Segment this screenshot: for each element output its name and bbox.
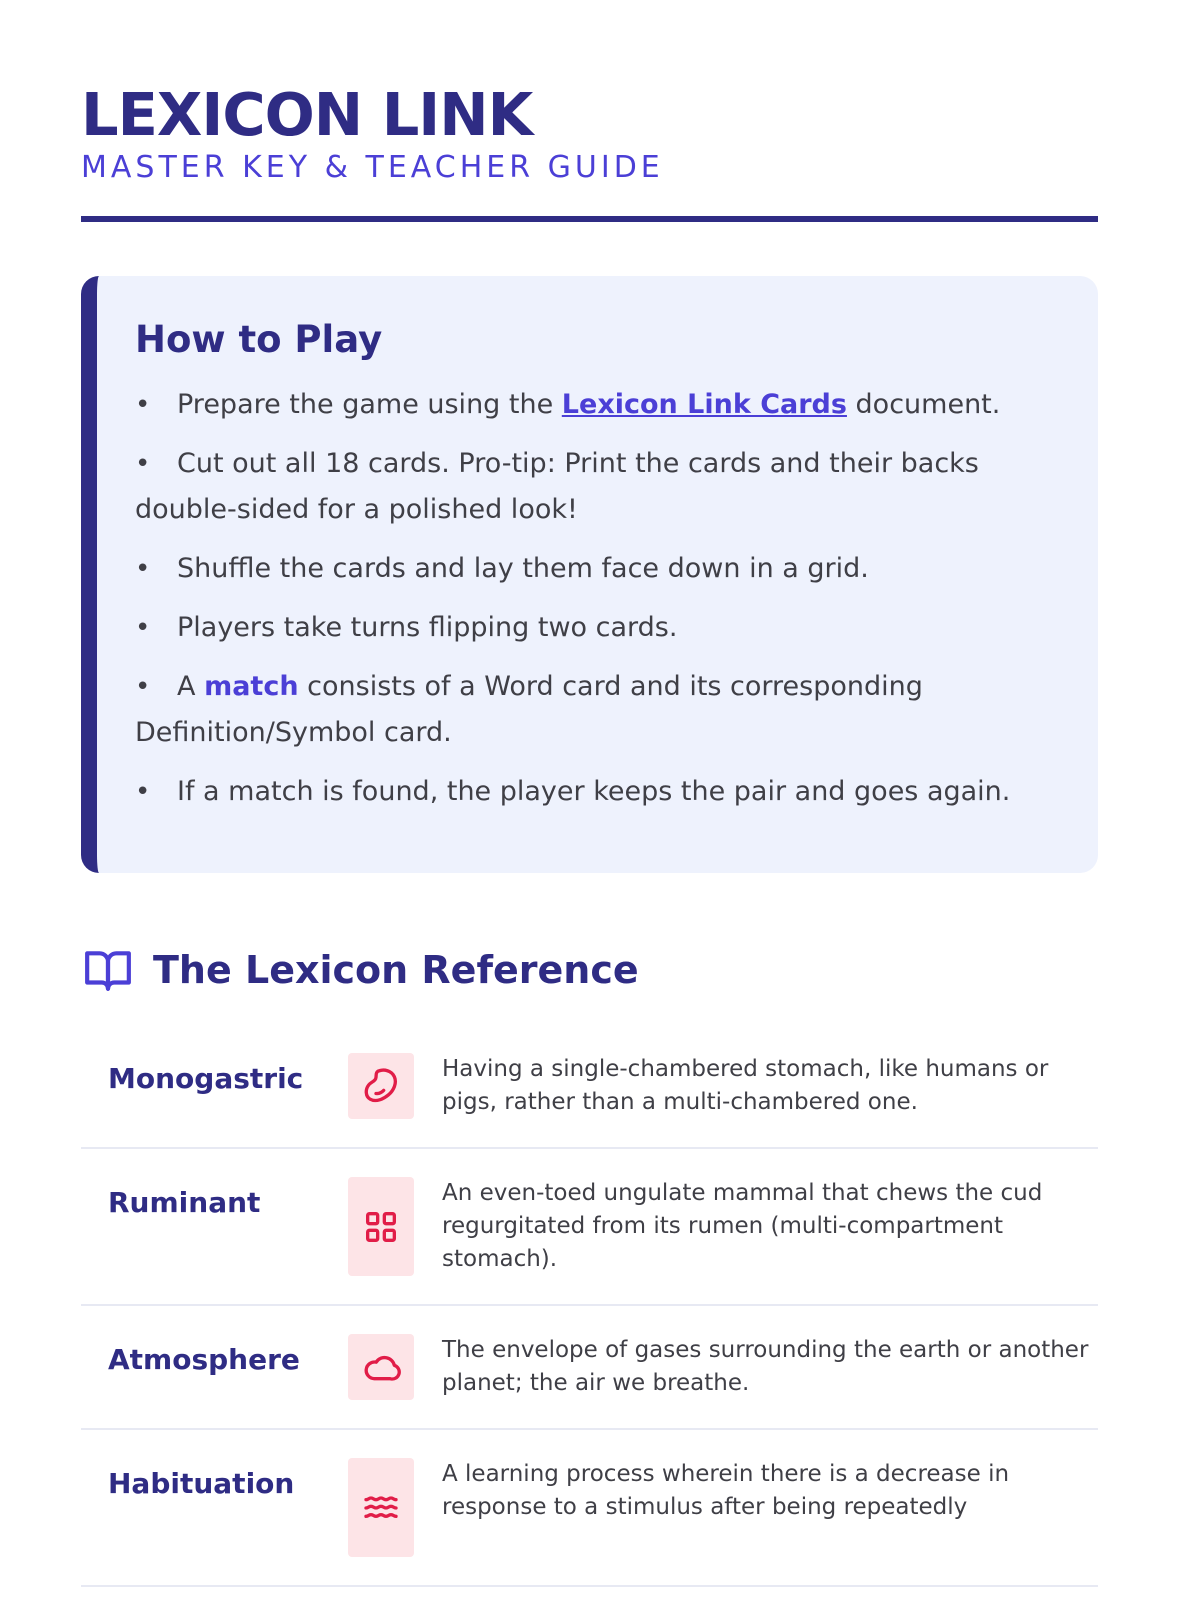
reference-row: [81, 1334, 1098, 1430]
lexicon-cards-link[interactable]: Lexicon Link Cards: [561, 389, 847, 420]
rule-text: Shuffle the cards and lay them face down in a grid.: [177, 553, 869, 584]
rule-text: document.: [846, 389, 1001, 420]
reference-list: [81, 1053, 1098, 1587]
reference-row: [81, 1177, 1098, 1306]
bullet: •: [135, 449, 151, 479]
rules-list: [135, 382, 1058, 815]
rule-text: Players take turns flipping two cards.: [177, 612, 678, 643]
rule-item: [135, 769, 1058, 815]
bean-icon: [361, 1066, 401, 1106]
rule-item: [135, 441, 1058, 533]
how-to-play-panel: [81, 276, 1098, 873]
reference-definition: An even-toed ungulate mammal that chews the cud regurgitated from its rumen (multi-compartment stomach).: [442, 1180, 1043, 1272]
rule-text: Prepare the game using the: [177, 389, 562, 420]
rule-item: [135, 664, 1058, 756]
waves-icon: [361, 1488, 401, 1528]
cloud-icon: [361, 1347, 401, 1387]
cloud-icon-tile: [348, 1334, 414, 1400]
reference-word: Ruminant: [108, 1186, 261, 1219]
reference-word: Monogastric: [108, 1062, 304, 1095]
page-title: LEXICON LINK: [81, 80, 533, 149]
book-open-icon: [81, 945, 135, 995]
page-subtitle: MASTER KEY & TEACHER GUIDE: [81, 150, 664, 185]
reference-word: Habituation: [108, 1467, 295, 1500]
bullet: •: [135, 672, 151, 702]
grid-icon: [361, 1207, 401, 1247]
grid-icon-tile: [348, 1177, 414, 1276]
match-emphasis: match: [204, 671, 299, 702]
bean-icon-tile: [348, 1053, 414, 1119]
bullet: •: [135, 554, 151, 584]
reference-definition: The envelope of gases surrounding the earth or another planet; the air we breathe.: [442, 1337, 1089, 1396]
rule-text: Cut out all 18 cards. Pro-tip: Print the cards and their backs double-sided for a polished look!: [135, 448, 979, 525]
bullet: •: [135, 613, 151, 643]
reference-row: [81, 1458, 1098, 1587]
rule-text: If a match is found, the player keeps the pair and goes again.: [177, 776, 1011, 807]
reference-word: Atmosphere: [108, 1343, 300, 1376]
reference-header: [81, 943, 1098, 997]
how-to-play-title: How to Play: [135, 318, 383, 361]
bullet: •: [135, 390, 151, 420]
reference-definition: A learning process wherein there is a decrease in response to a stimulus after being repeatedly: [442, 1461, 1010, 1520]
rule-text: A: [177, 671, 205, 702]
bullet: •: [135, 777, 151, 807]
reference-definition: Having a single-chambered stomach, like humans or pigs, rather than a multi-chambered one.: [442, 1056, 1049, 1115]
rule-item: [135, 605, 1058, 651]
rule-item: [135, 546, 1058, 592]
reference-row: [81, 1053, 1098, 1149]
rule-item: [135, 382, 1058, 428]
waves-icon-tile: [348, 1458, 414, 1557]
reference-title: The Lexicon Reference: [153, 948, 639, 992]
title-divider: [81, 216, 1098, 222]
rule-text: consists of a Word card and its corresponding Definition/Symbol card.: [135, 671, 923, 748]
